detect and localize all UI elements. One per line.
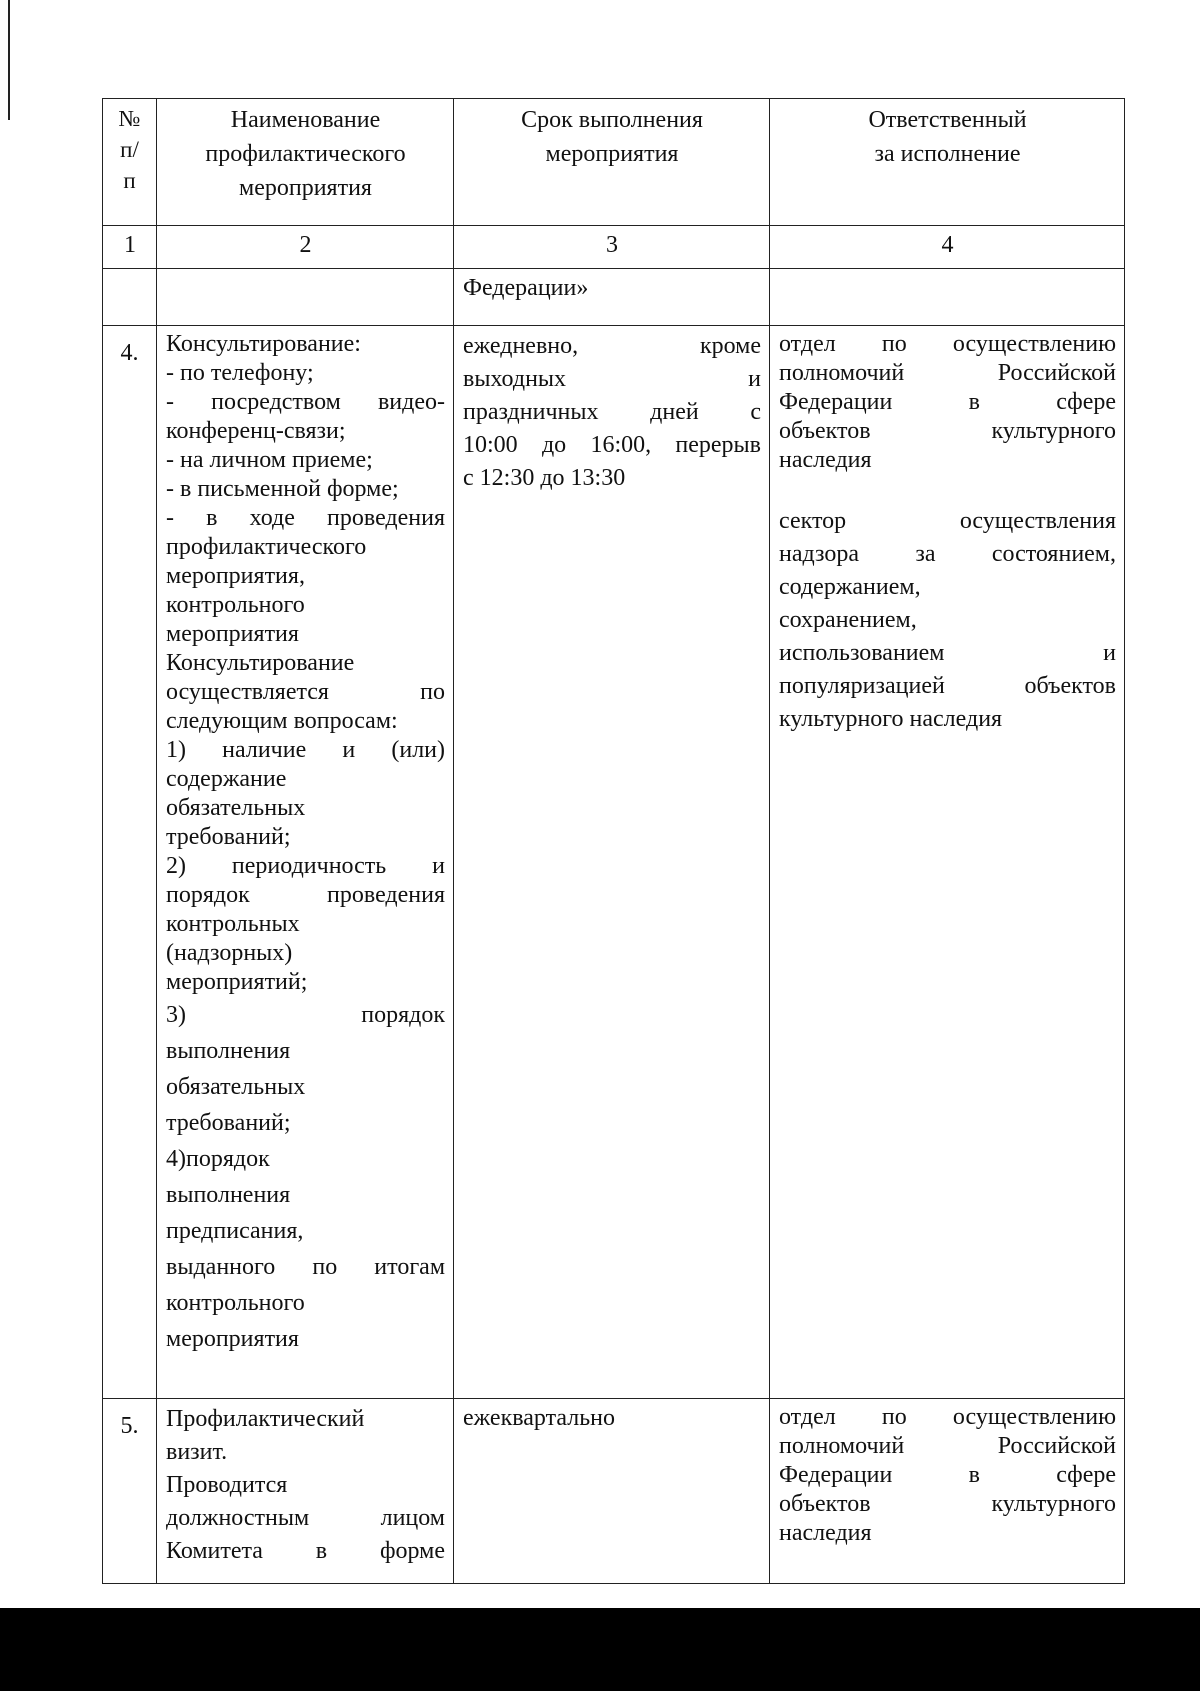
column-number: 2 xyxy=(157,226,454,269)
scan-bottom-band xyxy=(0,1608,1200,1691)
header-number: № п/ п xyxy=(103,99,157,226)
event-responsible: отдел по осуществлению полномочий Российской Федерации в сфере объектов культурного наследия xyxy=(770,1399,1125,1584)
continuation-row xyxy=(103,269,1125,326)
prevention-plan-table xyxy=(102,98,1125,1584)
header-responsible: Ответственный за исполнение xyxy=(770,99,1125,226)
event-term: ежеквартально xyxy=(454,1399,770,1584)
column-number: 1 xyxy=(103,226,157,269)
header-event-name: Наименование профилактического мероприятия xyxy=(157,99,454,226)
continuation-term: Федерации» xyxy=(454,269,770,326)
page-edge-line xyxy=(8,0,10,120)
empty-cell xyxy=(770,269,1125,326)
row-number: 4. xyxy=(103,326,157,1399)
table-header-row xyxy=(103,99,1125,226)
column-number-row xyxy=(103,226,1125,269)
event-term: ежедневно, кроме выходных и праздничных дней с 10:00 до 16:00, перерыв с 12:30 до 13:30 xyxy=(454,326,770,1399)
event-responsible: отдел по осуществлению полномочий Российской Федерации в сфере объектов культурного наследия сектор осуществления надзора за состоянием, содержанием, сохранением, использованием и популяризацией объектов культурного наследия xyxy=(770,326,1125,1399)
empty-cell xyxy=(157,269,454,326)
event-name: Консультирование: - по телефону; - посредством видео- конференц-связи; - на личном приеме; - в письменной форме; - в ходе проведения профилактического мероприятия, контрольного мероприятия Консультирование осуществляется по следующим вопросам: 1) наличие и (или) содержание обязательных требований; 2) периодичность и порядок проведения контрольных (надзорных) мероприятий; 3) порядок выполнения обязательных требований; 4)порядок выполнения предписания, выданного по итогам контрольного мероприятия xyxy=(157,326,454,1399)
column-number: 3 xyxy=(454,226,770,269)
row-number: 5. xyxy=(103,1399,157,1584)
table-row xyxy=(103,326,1125,1399)
table-row xyxy=(103,1399,1125,1584)
column-number: 4 xyxy=(770,226,1125,269)
header-term: Срок выполнения мероприятия xyxy=(454,99,770,226)
event-name: Профилактический визит. Проводится должностным лицом Комитета в форме xyxy=(157,1399,454,1584)
empty-cell xyxy=(103,269,157,326)
